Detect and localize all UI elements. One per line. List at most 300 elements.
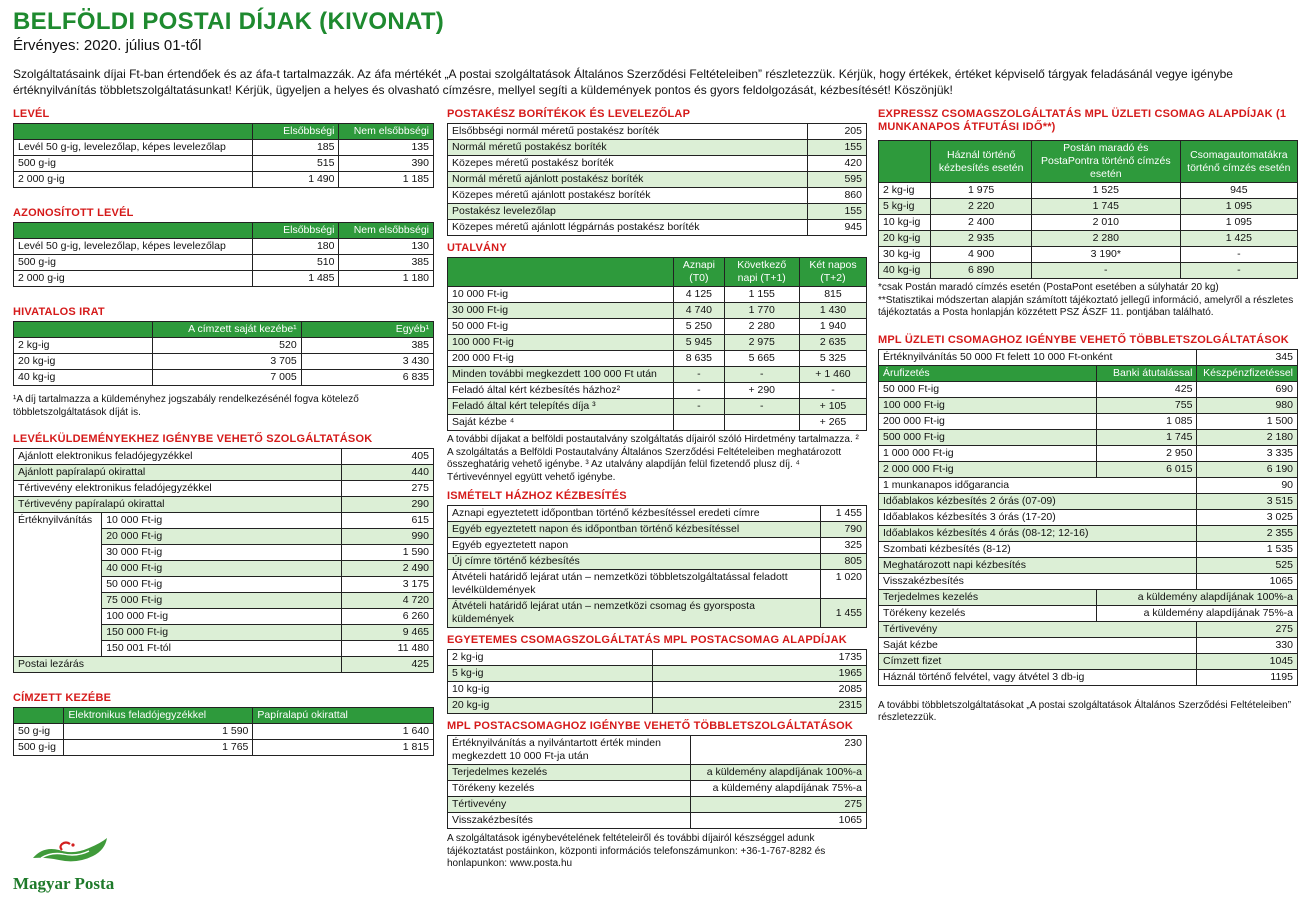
table-cell: 1 525 <box>1031 183 1180 199</box>
table-cell: 325 <box>820 538 866 554</box>
table-header-row <box>14 708 434 724</box>
table-row <box>14 172 434 188</box>
table-cell: 1195 <box>1197 669 1298 685</box>
table-cell: 230 <box>691 736 867 765</box>
table-cell: Átvételi határidő lejárat után – nemzetközi csomag és gyorsposta küldemények <box>448 599 821 628</box>
table-row <box>879 445 1298 461</box>
table-cell: Címzett fizet <box>879 653 1197 669</box>
table-cell: - <box>674 383 724 399</box>
table-cell: 755 <box>1096 397 1197 413</box>
table-cell: 345 <box>1197 349 1298 365</box>
table-row <box>879 509 1298 525</box>
logo-text: Magyar Posta <box>13 874 115 893</box>
table-cell: Közepes méretű postakész boríték <box>448 156 808 172</box>
table-cell: 1 640 <box>253 724 434 740</box>
table-header: Nem elsőbbségi <box>339 124 434 140</box>
table-cell: 2 935 <box>931 231 1032 247</box>
table-cell: 1 535 <box>1197 541 1298 557</box>
table-cell: 2315 <box>653 698 867 714</box>
table-header <box>14 124 253 140</box>
table-row <box>879 541 1298 557</box>
table-cell: - <box>799 383 866 399</box>
table-cell: 10 000 Ft-ig <box>102 513 341 529</box>
table-cell: 200 000 Ft-ig <box>879 413 1097 429</box>
table-row <box>448 367 867 383</box>
table-cell: Visszakézbesítés <box>879 573 1197 589</box>
table-cell: 135 <box>339 140 434 156</box>
table-row <box>879 493 1298 509</box>
table-cell: Közepes méretű ajánlott postakész boríték <box>448 188 808 204</box>
table-levelkuldemeny <box>13 448 434 673</box>
table-cell: 500 g-ig <box>14 740 64 756</box>
table-cell: Időablakos kézbesítés 2 órás (07-09) <box>879 493 1197 509</box>
section-title-azonositott: AZONOSÍTOTT LEVÉL <box>13 207 134 219</box>
table-cell: 6 890 <box>931 263 1032 279</box>
table-row <box>14 239 434 255</box>
column-middle <box>447 108 867 871</box>
footnote: *csak Postán maradó címzés esetén (PostaPont esetében a súlyhatár 20 kg) <box>878 282 1219 293</box>
table-row <box>14 338 434 354</box>
table-row <box>448 156 867 172</box>
table-row <box>879 525 1298 541</box>
table-header: Papíralapú okirattal <box>253 708 434 724</box>
table-cell: Terjedelmes kezelés <box>879 589 1097 605</box>
section-title-utalvany: UTALVÁNY <box>447 242 507 254</box>
table-cell: 290 <box>341 497 433 513</box>
table-cell: 2 000 g-ig <box>14 271 253 287</box>
table-cell: Saját kézbe <box>879 637 1197 653</box>
table-cell: 9 465 <box>341 625 433 641</box>
table-cell: 500 g-ig <box>14 255 253 271</box>
table-cell: 385 <box>301 338 433 354</box>
table-cell: 5 945 <box>674 335 724 351</box>
table-cell: 1 000 000 Ft-ig <box>879 445 1097 461</box>
table-cell: 980 <box>1197 397 1298 413</box>
table-cell: Háznál történő felvétel, vagy átvétel 3 db-ig <box>879 669 1197 685</box>
table-cell: Új címre történő kézbesítés <box>448 554 821 570</box>
table-header: Aznapi (T0) <box>674 258 724 287</box>
table-cell: - <box>724 367 799 383</box>
table-row <box>879 215 1298 231</box>
footnote: A további többletszolgáltatásokat „A postai szolgáltatások Általános Szerződési Feltételeiben” részletezzük. <box>878 699 1292 723</box>
table-cell: 2 kg-ig <box>448 650 653 666</box>
table-header-row <box>879 365 1298 381</box>
table-cell: Meghatározott napi kézbesítés <box>879 557 1197 573</box>
table-cell: 790 <box>820 522 866 538</box>
table-row <box>879 247 1298 263</box>
table-cell: 1 590 <box>341 545 433 561</box>
table-cell: 100 000 Ft-ig <box>448 335 674 351</box>
table-cell: 1 425 <box>1180 231 1297 247</box>
table-cell <box>674 415 724 431</box>
table-cell: 2 220 <box>931 199 1032 215</box>
table-cell: 1 185 <box>339 172 434 188</box>
table-row <box>448 319 867 335</box>
table-cell: 860 <box>808 188 867 204</box>
table-cell: 275 <box>341 481 433 497</box>
table-cell: 1 munkanapos időgarancia <box>879 477 1197 493</box>
table-cell: 1 490 <box>253 172 339 188</box>
table-row <box>448 682 867 698</box>
table-cell: 150 001 Ft-tól <box>102 641 341 657</box>
table-header-row <box>14 223 434 239</box>
table-row <box>879 589 1298 605</box>
table-header: Elektronikus feladójegyzékkel <box>64 708 253 724</box>
table-row <box>448 736 867 765</box>
table-row <box>879 653 1298 669</box>
table-cell: + 290 <box>724 383 799 399</box>
table-header: Csomagautomatákra történő címzés esetén <box>1180 141 1297 183</box>
magyar-posta-logo <box>13 836 123 904</box>
table-row <box>448 399 867 415</box>
table-cell: 8 635 <box>674 351 724 367</box>
table-row <box>14 271 434 287</box>
table-cell: 40 kg-ig <box>14 370 153 386</box>
table-cell: 595 <box>808 172 867 188</box>
table-row <box>879 199 1298 215</box>
table-row <box>448 698 867 714</box>
posthorn-icon <box>13 836 123 876</box>
section-title-ismetelt: ISMÉTELT HÁZHOZ KÉZBESÍTÉS <box>447 490 627 502</box>
table-cell: Időablakos kézbesítés 4 órás (08-12; 12-16) <box>879 525 1197 541</box>
table-cell: 2 000 000 Ft-ig <box>879 461 1097 477</box>
table-row <box>14 513 434 529</box>
table-cell: 50 000 Ft-ig <box>448 319 674 335</box>
table-cell: Terjedelmes kezelés <box>448 765 691 781</box>
table-cell: 2 kg-ig <box>879 183 931 199</box>
table-cell: 1735 <box>653 650 867 666</box>
table-row <box>879 605 1298 621</box>
table-row <box>448 813 867 829</box>
table-cell: 1 815 <box>253 740 434 756</box>
table-cell: - <box>674 399 724 415</box>
table-cell: 40 kg-ig <box>879 263 931 279</box>
table-cell: 515 <box>253 156 339 172</box>
table-row <box>448 124 867 140</box>
table-row <box>448 383 867 399</box>
footnote: A további díjakat a belföldi postautalvány szolgáltatás díjairól szóló Hirdetmény tartalmazza. ² A szolgáltatás a Belföldi Postautalvány Általános Szerződési Feltételeiben meghatározott összeghatárig vehető igénybe. ³ Az utalvány alapdíján felül fizetendő plusz díj. ⁴ Tértivevénnyel együtt vehető igénybe. <box>447 434 859 483</box>
table-expressz <box>878 140 1298 279</box>
table-cell: 5 325 <box>799 351 866 367</box>
table-ismetelt <box>447 505 867 628</box>
table-row <box>448 765 867 781</box>
table-cell: 1 180 <box>339 271 434 287</box>
table-row <box>879 413 1298 429</box>
table-row <box>448 522 867 538</box>
section-title-level: LEVÉL <box>13 108 50 120</box>
table-row <box>879 621 1298 637</box>
table-row <box>448 570 867 599</box>
table-header-row <box>14 124 434 140</box>
table-cell: 500 g-ig <box>14 156 253 172</box>
table-postakesz <box>447 123 867 236</box>
table-cell: Feladó által kért kézbesítés házhoz² <box>448 383 674 399</box>
table-header <box>14 322 153 338</box>
footnote: **Statisztikai módszertan alapján számított tájékoztató jellegű információ, amelyről a részletes tájékoztatás a Posta honlapján közzétett PSZ ÁSZF 11. pontjában található. <box>878 294 1294 318</box>
table-cell: Tértivevény <box>879 621 1197 637</box>
section-title-mpl-uzleti: MPL ÜZLETI CSOMAGHOZ IGÉNYBE VEHETŐ TÖBBLETSZOLGÁLTATÁSOK <box>878 333 1289 346</box>
section-title-egyetemes: EGYETEMES CSOMAGSZOLGÁLTATÁS MPL POSTACSOMAG ALAPDÍJAK <box>447 634 847 646</box>
table-row <box>879 573 1298 589</box>
table-cell: 205 <box>808 124 867 140</box>
table-cell: 180 <box>253 239 339 255</box>
table-row <box>879 183 1298 199</box>
table-cell: 2 kg-ig <box>14 338 153 354</box>
table-cell: 150 000 Ft-ig <box>102 625 341 641</box>
table-cell: Ajánlott papíralapú okirattal <box>14 465 342 481</box>
table-header <box>14 708 64 724</box>
table-level <box>13 123 434 188</box>
table-cell: Aznapi egyeztetett időpontban történő kézbesítéssel eredeti címre <box>448 506 821 522</box>
table-row <box>448 303 867 319</box>
table-cell: 5 665 <box>724 351 799 367</box>
table-cell: Minden további megkezdett 100 000 Ft után <box>448 367 674 383</box>
table-row <box>448 335 867 351</box>
table-cell: 30 000 Ft-ig <box>102 545 341 561</box>
table-cell: Időablakos kézbesítés 3 órás (17-20) <box>879 509 1197 525</box>
table-cell: 1 940 <box>799 319 866 335</box>
table-header: Elsőbbségi <box>253 124 339 140</box>
table-row <box>448 220 867 236</box>
table-cell: 2 010 <box>1031 215 1180 231</box>
table-row <box>879 263 1298 279</box>
table-cell: 5 250 <box>674 319 724 335</box>
table-cell: 10 kg-ig <box>448 682 653 698</box>
column-left <box>13 108 434 756</box>
table-cell: Visszakézbesítés <box>448 813 691 829</box>
table-cell: 1 765 <box>64 740 253 756</box>
table-cell: Értéknyilvánítás a nyilvántartott érték minden megkezdett 10 000 Ft-ja után <box>448 736 691 765</box>
table-cell: - <box>1031 263 1180 279</box>
table-cell: Postai lezárás <box>14 657 342 673</box>
table-cell: 945 <box>1180 183 1297 199</box>
table-cell: Törékeny kezelés <box>879 605 1097 621</box>
table-cell: Elsőbbségi normál méretű postakész boríték <box>448 124 808 140</box>
table-header: Következő napi (T+1) <box>724 258 799 287</box>
table-cell: 4 125 <box>674 287 724 303</box>
table-cell: 6 015 <box>1096 461 1197 477</box>
table-cell: 1 975 <box>931 183 1032 199</box>
table-cell: Átvételi határidő lejárat után – nemzetközi többletszolgáltatással feladott levélküldemények <box>448 570 821 599</box>
footnote: ¹A díj tartalmazza a küldeményhez jogszabály rendelkezésénél fogva kötelező többletszolgáltatások díját is. <box>13 394 359 418</box>
table-cell: 20 000 Ft-ig <box>102 529 341 545</box>
section-title-mpl-postacsomag: MPL POSTACSOMAGHOZ IGÉNYBE VEHETŐ TÖBBLETSZOLGÁLTATÁSOK <box>447 720 853 732</box>
table-row <box>14 255 434 271</box>
table-cell: 1 485 <box>253 271 339 287</box>
table-cell: Ajánlott elektronikus feladójegyzékkel <box>14 449 342 465</box>
table-cell: Értéknyilvánítás 50 000 Ft felett 10 000 Ft-onként <box>879 349 1197 365</box>
table-cell: Tértivevény papíralapú okirattal <box>14 497 342 513</box>
table-cell: Értéknyilvánítás <box>14 513 102 657</box>
table-row <box>14 657 434 673</box>
table-cell: 10 kg-ig <box>879 215 931 231</box>
table-row <box>448 599 867 628</box>
table-azonositott <box>13 222 434 287</box>
table-cell: a küldemény alapdíjának 100%-a <box>691 765 867 781</box>
table-cell: + 1 460 <box>799 367 866 383</box>
table-cell: 2 975 <box>724 335 799 351</box>
table-row <box>879 461 1298 477</box>
table-cell <box>724 415 799 431</box>
table-mpl-uzleti <box>878 349 1298 686</box>
table-cell: 1045 <box>1197 653 1298 669</box>
table-cell: 6 190 <box>1197 461 1298 477</box>
table-cell: 5 kg-ig <box>448 666 653 682</box>
table-cell: 1 455 <box>820 506 866 522</box>
table-cell: 1 590 <box>64 724 253 740</box>
table-cell: 385 <box>339 255 434 271</box>
table-header: Elsőbbségi <box>253 223 339 239</box>
table-cell: 330 <box>1197 637 1298 653</box>
table-cell: 100 000 Ft-ig <box>102 609 341 625</box>
table-row <box>448 287 867 303</box>
table-row <box>448 415 867 431</box>
table-cell: Törékeny kezelés <box>448 781 691 797</box>
table-cell: 2 400 <box>931 215 1032 231</box>
table-cell: 615 <box>341 513 433 529</box>
table-cell: Postakész levelezőlap <box>448 204 808 220</box>
table-cell: 11 480 <box>341 641 433 657</box>
table-cell: - <box>1180 263 1297 279</box>
table-row <box>448 140 867 156</box>
table-cell: 7 005 <box>152 370 301 386</box>
table-cell: 75 000 Ft-ig <box>102 593 341 609</box>
table-cell: 100 000 Ft-ig <box>879 397 1097 413</box>
table-cell: Tértivevény <box>448 797 691 813</box>
table-cell: 1 430 <box>799 303 866 319</box>
table-row <box>448 204 867 220</box>
table-cell: 3 190* <box>1031 247 1180 263</box>
table-cell: 3 335 <box>1197 445 1298 461</box>
table-cell: 945 <box>808 220 867 236</box>
table-row <box>448 538 867 554</box>
table-header: Árufizetés <box>879 365 1097 381</box>
table-cell: 1 745 <box>1096 429 1197 445</box>
table-cell: Saját kézbe ⁴ <box>448 415 674 431</box>
table-row <box>448 781 867 797</box>
contact-note: A szolgáltatások igénybevételének feltételeiről és további díjairól készséggel adunk tájékoztatást postáinkon, központi információs telefonszámunkon: +36-1-767-8282 és honlapunkon: www.posta.hu <box>447 833 826 869</box>
table-row <box>14 465 434 481</box>
table-cell: 155 <box>808 140 867 156</box>
table-cell: Levél 50 g-ig, levelezőlap, képes levelezőlap <box>14 239 253 255</box>
table-row <box>14 354 434 370</box>
table-header: Postán maradó és PostaPontra történő címzés esetén <box>1031 141 1180 183</box>
table-utalvany <box>447 257 867 431</box>
table-cell: 2 180 <box>1197 429 1298 445</box>
table-cell: 50 000 Ft-ig <box>879 381 1097 397</box>
table-cell: 1 095 <box>1180 199 1297 215</box>
table-row <box>879 477 1298 493</box>
table-cell: 4 900 <box>931 247 1032 263</box>
table-cell: 690 <box>1197 381 1298 397</box>
table-cell: + 105 <box>799 399 866 415</box>
table-cell: Közepes méretű ajánlott légpárnás postakész boríték <box>448 220 808 236</box>
table-hivatalos <box>13 321 434 386</box>
page-subtitle: Érvényes: 2020. július 01-től <box>13 37 202 54</box>
section-title-levelkuldemeny: LEVÉLKÜLDEMÉNYEKHEZ IGÉNYBE VEHETŐ SZOLGÁLTATÁSOK <box>13 433 373 445</box>
section-title-postakesz: POSTAKÉSZ BORÍTÉKOK ÉS LEVELEZŐLAP <box>447 108 691 120</box>
table-cell: 1 455 <box>820 599 866 628</box>
page-title: BELFÖLDI POSTAI DÍJAK (KIVONAT) <box>13 8 445 35</box>
table-header <box>14 223 253 239</box>
table-cell: 1 500 <box>1197 413 1298 429</box>
table-row <box>14 156 434 172</box>
table-header: Nem elsőbbségi <box>339 223 434 239</box>
table-cell: 1 020 <box>820 570 866 599</box>
table-row <box>879 349 1298 365</box>
table-row <box>879 381 1298 397</box>
section-title-hivatalos: HIVATALOS IRAT <box>13 306 105 318</box>
table-cell: 3 025 <box>1197 509 1298 525</box>
table-cell: 3 705 <box>152 354 301 370</box>
table-row <box>14 370 434 386</box>
table-header <box>879 141 931 183</box>
table-row <box>448 554 867 570</box>
table-cell: 4 720 <box>341 593 433 609</box>
table-cell: 155 <box>808 204 867 220</box>
table-header: A címzett saját kezébe¹ <box>152 322 301 338</box>
table-cell: a küldemény alapdíjának 100%-a <box>1096 589 1297 605</box>
table-cell: 420 <box>808 156 867 172</box>
table-header <box>448 258 674 287</box>
table-cell: 6 835 <box>301 370 433 386</box>
table-cell: 1 745 <box>1031 199 1180 215</box>
table-cell: Normál méretű postakész boríték <box>448 140 808 156</box>
table-cell: a küldemény alapdíjának 75%-a <box>1096 605 1297 621</box>
table-row <box>14 497 434 513</box>
table-cell: 1 095 <box>1180 215 1297 231</box>
table-cell: 3 515 <box>1197 493 1298 509</box>
table-cell: 2085 <box>653 682 867 698</box>
table-cell: 2 280 <box>724 319 799 335</box>
table-header-row <box>448 258 867 287</box>
column-right <box>878 108 1298 725</box>
table-cell: Levél 50 g-ig, levelezőlap, képes levelezőlap <box>14 140 253 156</box>
table-row <box>14 140 434 156</box>
table-cell: 30 kg-ig <box>879 247 931 263</box>
page-header <box>13 8 1303 98</box>
table-cell: 2 950 <box>1096 445 1197 461</box>
table-header: Két napos (T+2) <box>799 258 866 287</box>
table-row <box>879 397 1298 413</box>
table-egyetemes <box>447 649 867 714</box>
table-cell: 20 kg-ig <box>879 231 931 247</box>
section-title-expressz: EXPRESSZ CSOMAGSZOLGÁLTATÁS MPL ÜZLETI CSOMAG ALAPDÍJAK (1 MUNKANAPOS ÁTFUTÁSI IDŐ**) <box>878 108 1287 133</box>
table-row <box>879 669 1298 685</box>
table-cell: - <box>1180 247 1297 263</box>
table-row <box>14 449 434 465</box>
table-cell: 2 280 <box>1031 231 1180 247</box>
table-cell: 3 175 <box>341 577 433 593</box>
table-cell: 990 <box>341 529 433 545</box>
table-cell: 1 155 <box>724 287 799 303</box>
table-header-row <box>14 322 434 338</box>
table-row <box>448 650 867 666</box>
table-cell: 425 <box>341 657 433 673</box>
table-cell: 1 085 <box>1096 413 1197 429</box>
table-cell: 390 <box>339 156 434 172</box>
table-row <box>448 506 867 522</box>
table-cell: 30 000 Ft-ig <box>448 303 674 319</box>
table-cell: Feladó által kért telepítés díja ³ <box>448 399 674 415</box>
table-cell: 2 635 <box>799 335 866 351</box>
table-row <box>448 666 867 682</box>
table-cell: Normál méretű ajánlott postakész boríték <box>448 172 808 188</box>
table-cell: 275 <box>691 797 867 813</box>
table-header: Egyéb¹ <box>301 322 433 338</box>
table-cell: 1065 <box>1197 573 1298 589</box>
table-cell: 405 <box>341 449 433 465</box>
